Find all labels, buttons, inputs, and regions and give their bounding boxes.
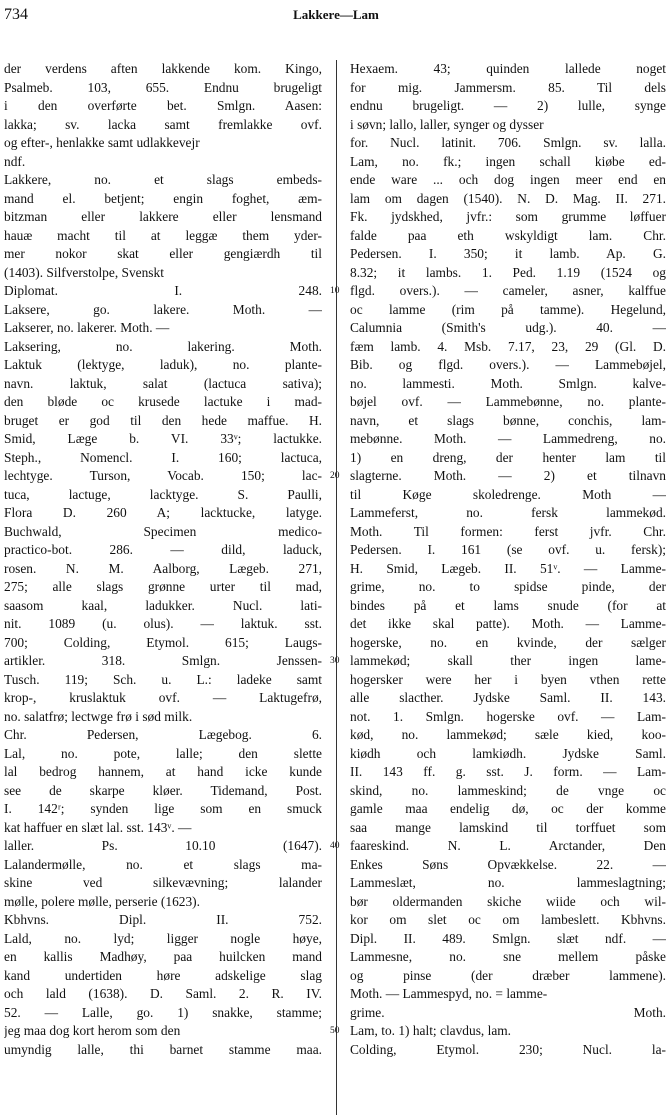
- line-number-marker: 10: [330, 286, 340, 296]
- text-line: (1403). Silfverstolpe, Svenskt: [4, 264, 164, 280]
- text-line: i den overførte bet. Smlgn. Aasen:: [4, 98, 322, 113]
- text-line: hogerske, no. en kvinde, der sælger: [350, 634, 666, 650]
- text-line: der verdens aften lakkende kom. Kingo,: [4, 61, 322, 76]
- text-line: i søvn; lallo, laller, synger og dysser: [350, 116, 544, 132]
- text-line: Lalandermølle, no. et slags ma-: [4, 856, 322, 872]
- text-line: 52. — Lalle, go. 1) snakke, stamme;: [4, 1004, 322, 1020]
- text-line: flgd. overs.). — cameler, asner, kalffue: [350, 283, 666, 298]
- text-line: no. lammesti. Moth. Smlgn. kalve-: [350, 375, 666, 391]
- text-line: H. Smid, Lægeb. II. 51ᵛ. — Lamme-: [350, 560, 666, 576]
- text-line: Lakkere, no. et slags embeds-: [4, 172, 322, 187]
- text-line: lammekød; skall ther ingen lame-: [350, 653, 666, 668]
- text-line: for mig. Jammersm. 85. Til dels: [350, 79, 666, 95]
- text-line: ndf.: [4, 153, 26, 169]
- text-line: see de skarpe kløer. Tidemand, Post.: [4, 782, 322, 798]
- text-line: Colding, Etymol. 230; Nucl. la-: [350, 1041, 666, 1057]
- text-line: mer nokor skat eller gengiærdh til: [4, 246, 322, 261]
- text-line: falde paa eth wskyldigt lam. Chr.: [350, 227, 666, 243]
- text-line: den bløde oc krusede lactuke i mad-: [4, 394, 322, 409]
- text-line: Buchwald, Specimen medico-: [4, 523, 322, 539]
- text-line: och lald (1638). D. Saml. 2. R. IV.: [4, 986, 322, 1001]
- text-line: Lammeferst, no. fersk lammekød.: [350, 505, 666, 520]
- column-divider: [336, 60, 337, 1115]
- text-line: alle slacther. Jydske Saml. II. 143.: [350, 690, 666, 705]
- text-line: Pedersen. I. 161 (se ovf. u. fersk);: [350, 542, 666, 557]
- text-line: Laksering, no. lakering. Moth.: [4, 338, 322, 354]
- text-line: Moth. — Lammespyd, no. = lamme-: [350, 986, 548, 1001]
- text-line: Dipl. II. 489. Smlgn. slæt ndf. —: [350, 930, 666, 946]
- text-line: bruget er god til den hede maffue. H.: [4, 412, 322, 428]
- text-line: kor om slet oc om lambeslett. Kbhvns.: [350, 912, 666, 927]
- text-line: bindes på et lams snude (for at: [350, 597, 666, 613]
- text-line: faareskind. N. L. Arctander, Den: [350, 838, 666, 853]
- text-line: lakka; sv. lacka samt fremlakke ovf.: [4, 116, 322, 132]
- text-line: saa mange lamskind til torffuet som: [350, 819, 666, 835]
- text-line: gamle maa endelig dø, oc der komme: [350, 801, 666, 816]
- text-line: jeg maa dog kort herom som den: [4, 1023, 181, 1038]
- text-line: Lam, no. fk.; ingen schall kiøbe ed-: [350, 153, 666, 169]
- text-line: slagterne. Moth. — 2) et tilnavn: [350, 468, 666, 483]
- text-line: bør oldermanden skiche wiide och wil-: [350, 893, 666, 909]
- text-line: kiødh och lamkiødh. Jydske Saml.: [350, 745, 666, 761]
- text-line: grime. Moth.: [350, 1004, 666, 1020]
- text-line: rosen. N. M. Aalborg, Lægeb. 271,: [4, 560, 322, 576]
- text-line: Lam, to. 1) halt; clavdus, lam.: [350, 1023, 512, 1038]
- text-line: lam om dagen (1540). N. D. Mag. II. 271.: [350, 190, 666, 206]
- text-line: Chr. Pedersen, Lægebog. 6.: [4, 727, 322, 742]
- text-line: 1) en dreng, der henter lam til: [350, 449, 666, 465]
- text-line: lal bedrog hannem, at hand icke kunde: [4, 764, 322, 779]
- text-line: kød, no. lammekød; sæle kied, koo-: [350, 727, 666, 742]
- text-line: for. Nucl. latinit. 706. Smlgn. sv. lalla.: [350, 135, 666, 150]
- text-line: artikler. 318. Smlgn. Jenssen-: [4, 653, 322, 668]
- text-line: bitzman eller lakkere eller lensmand: [4, 209, 322, 224]
- page-header: [4, 3, 668, 27]
- text-line: II. 143 ff. g. sst. J. form. — Lam-: [350, 764, 666, 779]
- text-line: kand undertiden høre adskelige slag: [4, 967, 322, 983]
- text-line: navn, et slags bønne, conchis, lam-: [350, 412, 666, 428]
- text-line: Lald, no. lyd; ligger nogle høye,: [4, 930, 322, 946]
- text-line: oc lamme (rim på tamme). Hegelund,: [350, 301, 666, 317]
- text-line: mebønne. Moth. — Lammedreng, no.: [350, 431, 666, 446]
- line-number-marker: 50: [330, 1026, 340, 1036]
- text-line: og pinse (der dræber lammene).: [350, 967, 666, 983]
- text-line: lechtyge. Turson, Vocab. 150; lac-: [4, 468, 322, 483]
- text-line: 8.32; it lambs. 1. Ped. 1.19 (1524 og: [350, 264, 666, 280]
- text-line: saasom kaal, ladukker. Nucl. lati-: [4, 597, 322, 613]
- text-line: bøjel ovf. — Lammebønne, no. plante-: [350, 394, 666, 409]
- text-line: laller. Ps. 10.10 (1647).: [4, 838, 322, 853]
- text-line: Kbhvns. Dipl. II. 752.: [4, 912, 322, 927]
- line-number-marker: 40: [330, 841, 340, 851]
- text-line: not. 1. Smlgn. hogerske ovf. — Lam-: [350, 708, 666, 724]
- text-line: skine ved silkevævning; lalander: [4, 875, 322, 890]
- text-line: krop-, kruslaktuk ovf. — Laktugefrø,: [4, 690, 322, 705]
- text-line: skind, no. lammeskind; de vnge oc: [350, 782, 666, 798]
- text-line: nit. 1089 (u. olus). — laktuk. sst.: [4, 616, 322, 631]
- text-line: mand el. betjent; engin foghet, æm-: [4, 190, 322, 206]
- text-line: Flora D. 260 A; lacktucke, latyge.: [4, 505, 322, 520]
- text-line: kat haffuer en slæt lal. sst. 143ᵛ. —: [4, 819, 192, 835]
- text-line: mølle, polere mølle, perserie (1623).: [4, 893, 200, 909]
- text-line: til Køge skoledrenge. Moth —: [350, 486, 666, 502]
- text-line: umyndig lalle, thi barnet stamme maa.: [4, 1041, 322, 1057]
- text-line: Lammesne, no. sne mellem påske: [350, 949, 666, 964]
- text-line: hogersker were her i byen vthen rette: [350, 671, 666, 687]
- line-number-marker: 30: [330, 656, 340, 666]
- text-line: og efter-, henlakke samt udlakkevejr: [4, 135, 200, 150]
- running-head: Lakkere—Lam: [293, 7, 379, 22]
- text-line: Diplomat. I. 248.: [4, 283, 322, 298]
- line-number-marker: 20: [330, 471, 340, 481]
- text-line: fæm lamb. 4. Msb. 7.17, 23, 29 (Gl. D.: [350, 338, 666, 354]
- text-line: Lammeslæt, no. lammeslagtning;: [350, 875, 666, 890]
- text-line: 275; alle slags grønne urter til mad,: [4, 579, 322, 594]
- page-number: 734: [4, 6, 28, 23]
- text-line: Calumnia (Smith's udg.). 40. —: [350, 320, 666, 335]
- right-column: [350, 60, 666, 1059]
- text-line: no. salatfrø; lectwge frø i sød milk.: [4, 708, 193, 724]
- text-line: det ikke skal patte). Moth. — Lamme-: [350, 616, 666, 631]
- text-line: Hexaem. 43; quinden lallede noget: [350, 61, 666, 76]
- left-column: [4, 60, 322, 1059]
- text-line: Enkes Søns Opvækkelse. 22. —: [350, 856, 666, 872]
- text-line: Moth. Til formen: ferst jvfr. Chr.: [350, 523, 666, 539]
- text-line: Laktuk (lektyge, laduk), no. plante-: [4, 357, 322, 372]
- text-line: I. 142ʳ; synden lige som en smuck: [4, 801, 322, 816]
- text-line: Smid, Læge b. VI. 33ᵛ; lactukke.: [4, 431, 322, 446]
- text-line: endnu brugeligt. — 2) lulle, synge: [350, 98, 666, 113]
- text-line: Fk. jydskhed, jvfr.: som grumme løffuer: [350, 209, 666, 224]
- text-line: en kallis Madhøy, paa huilcken mand: [4, 949, 322, 964]
- text-line: practico-bot. 286. — dild, laduck,: [4, 542, 322, 557]
- text-line: Psalmeb. 103, 655. Endnu brugeligt: [4, 79, 322, 95]
- text-line: Lal, no. pote, lalle; den slette: [4, 745, 322, 761]
- text-line: Bib. og flgd. overs.). — Lammebøjel,: [350, 357, 666, 372]
- text-line: Pedersen. I. 350; it lamb. Ap. G.: [350, 246, 666, 261]
- text-line: tuca, lactuge, lacktyge. S. Paulli,: [4, 486, 322, 502]
- text-line: ende ware ... och dog ingen meer end en: [350, 172, 666, 187]
- text-line: Tusch. 119; Sch. u. L.: ladeke samt: [4, 671, 322, 687]
- text-line: Laksere, go. lakere. Moth. —: [4, 301, 322, 317]
- text-line: grime, no. to spidse pinde, der: [350, 579, 666, 594]
- text-line: hauæ macht til at leggæ them yder-: [4, 227, 322, 243]
- text-line: Lakserer, no. lakerer. Moth. —: [4, 320, 170, 335]
- text-line: navn. laktuk, salat (lactuca sativa);: [4, 375, 322, 391]
- text-line: 700; Colding, Etymol. 615; Laugs-: [4, 634, 322, 650]
- text-line: Steph., Nomencl. I. 160; lactuca,: [4, 449, 322, 465]
